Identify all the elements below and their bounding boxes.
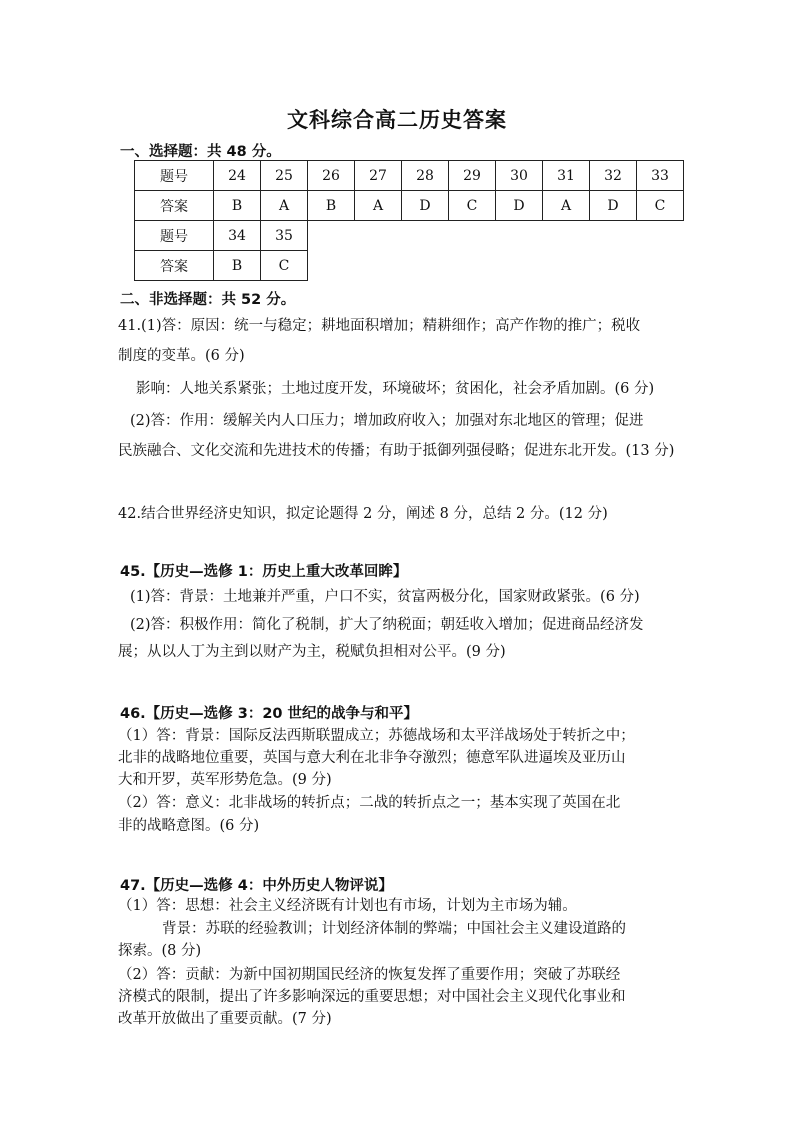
question-number: 24 xyxy=(214,161,261,191)
question-number: 25 xyxy=(261,161,308,191)
q45-line3: 展；从以人丁为主到以财产为主，税赋负担相对公平。(9 分) xyxy=(118,644,506,660)
q41-impact: 影响：人地关系紧张；土地过度开发，环境破坏；贫困化，社会矛盾加剧。(6 分) xyxy=(136,381,655,397)
q45-line1: (1)答：背景：土地兼并严重，户口不实，贫富两极分化，国家财政紧张。(6 分) xyxy=(130,589,640,605)
q46-line1: （1）答：背景：国际反法西斯联盟成立；苏德战场和太平洋战场处于转折之中； xyxy=(118,728,635,744)
answer-cell: B xyxy=(214,251,261,281)
q42-text: 42.结合世界经济史知识，拟定论题得 2 分，阐述 8 分，总结 2 分。(12 分) xyxy=(118,506,608,522)
q45-heading: 45.【历史—选修 1：历史上重大改革回眸】 xyxy=(120,564,408,580)
answer-row xyxy=(135,191,684,221)
answer-row xyxy=(135,251,684,281)
q47-line5: 济模式的限制，提出了许多影响深远的重要思想；对中国社会主义现代化事业和 xyxy=(118,989,626,1005)
row-label-question: 题号 xyxy=(135,221,214,251)
q41-part2-line1: (2)答：作用：缓解关内人口压力；增加政府收入；加强对东北地区的管理；促进 xyxy=(130,413,644,429)
q47-line4: （2）答：贡献：为新中国初期国民经济的恢复发挥了重要作用；突破了苏联经 xyxy=(118,967,621,983)
q41-part2-line2: 民族融合、文化交流和先进技术的传播；有助于抵御列强侵略；促进东北开发。(13 分) xyxy=(118,443,675,459)
q45-line2: (2)答：积极作用：简化了税制，扩大了纳税面；朝廷收入增加；促进商品经济发 xyxy=(130,617,644,633)
answer-cell: C xyxy=(449,191,496,221)
q46-heading: 46.【历史—选修 3：20 世纪的战争与和平】 xyxy=(120,706,419,722)
question-number: 30 xyxy=(496,161,543,191)
q46-line2: 北非的战略地位重要，英国与意大利在北非争夺激烈；德意军队进逼埃及亚历山 xyxy=(118,750,626,766)
row-label-answer: 答案 xyxy=(135,191,214,221)
question-number: 27 xyxy=(355,161,402,191)
question-number-row xyxy=(135,221,684,251)
question-number: 26 xyxy=(308,161,355,191)
question-number: 28 xyxy=(402,161,449,191)
page-title: 文科综合高二历史答案 xyxy=(287,107,507,132)
answer-cell: B xyxy=(308,191,355,221)
section2-heading: 二、非选择题：共 52 分。 xyxy=(120,292,296,308)
answer-cell: D xyxy=(590,191,637,221)
q47-line1: （1）答：思想：社会主义经济既有计划也有市场，计划为主市场为辅。 xyxy=(118,898,577,914)
question-number: 31 xyxy=(543,161,590,191)
q41-part1-line2: 制度的变革。(6 分) xyxy=(118,348,245,364)
answer-cell: A xyxy=(543,191,590,221)
row-label-answer: 答案 xyxy=(135,251,214,281)
question-number: 33 xyxy=(637,161,684,191)
answer-cell: D xyxy=(402,191,449,221)
q46-line3: 大和开罗，英军形势危急。(9 分) xyxy=(118,772,332,788)
question-number: 32 xyxy=(590,161,637,191)
question-number-row xyxy=(135,161,684,191)
answer-table-1 xyxy=(134,160,684,281)
answer-cell: C xyxy=(637,191,684,221)
q41-part1-line1: 41.(1)答：原因：统一与稳定；耕地面积增加；精耕细作；高产作物的推广；税收 xyxy=(118,318,641,334)
section1-heading: 一、选择题：共 48 分。 xyxy=(120,144,281,160)
answer-cell: B xyxy=(214,191,261,221)
q47-line6: 改革开放做出了重要贡献。(7 分) xyxy=(118,1011,332,1027)
q47-line3: 探索。(8 分) xyxy=(118,943,202,959)
answer-cell: D xyxy=(496,191,543,221)
answer-cell: A xyxy=(355,191,402,221)
question-number: 34 xyxy=(214,221,261,251)
question-number: 29 xyxy=(449,161,496,191)
row-label-question: 题号 xyxy=(135,161,214,191)
q46-line5: 非的战略意图。(6 分) xyxy=(118,818,260,834)
answer-cell: C xyxy=(261,251,308,281)
answer-cell: A xyxy=(261,191,308,221)
q47-line2: 背景：苏联的经验教训；计划经济体制的弊端；中国社会主义建设道路的 xyxy=(162,921,626,937)
q47-heading: 47.【历史—选修 4：中外历史人物评说】 xyxy=(120,878,393,894)
q46-line4: （2）答：意义：北非战场的转折点；二战的转折点之一；基本实现了英国在北 xyxy=(118,795,621,811)
question-number: 35 xyxy=(261,221,308,251)
